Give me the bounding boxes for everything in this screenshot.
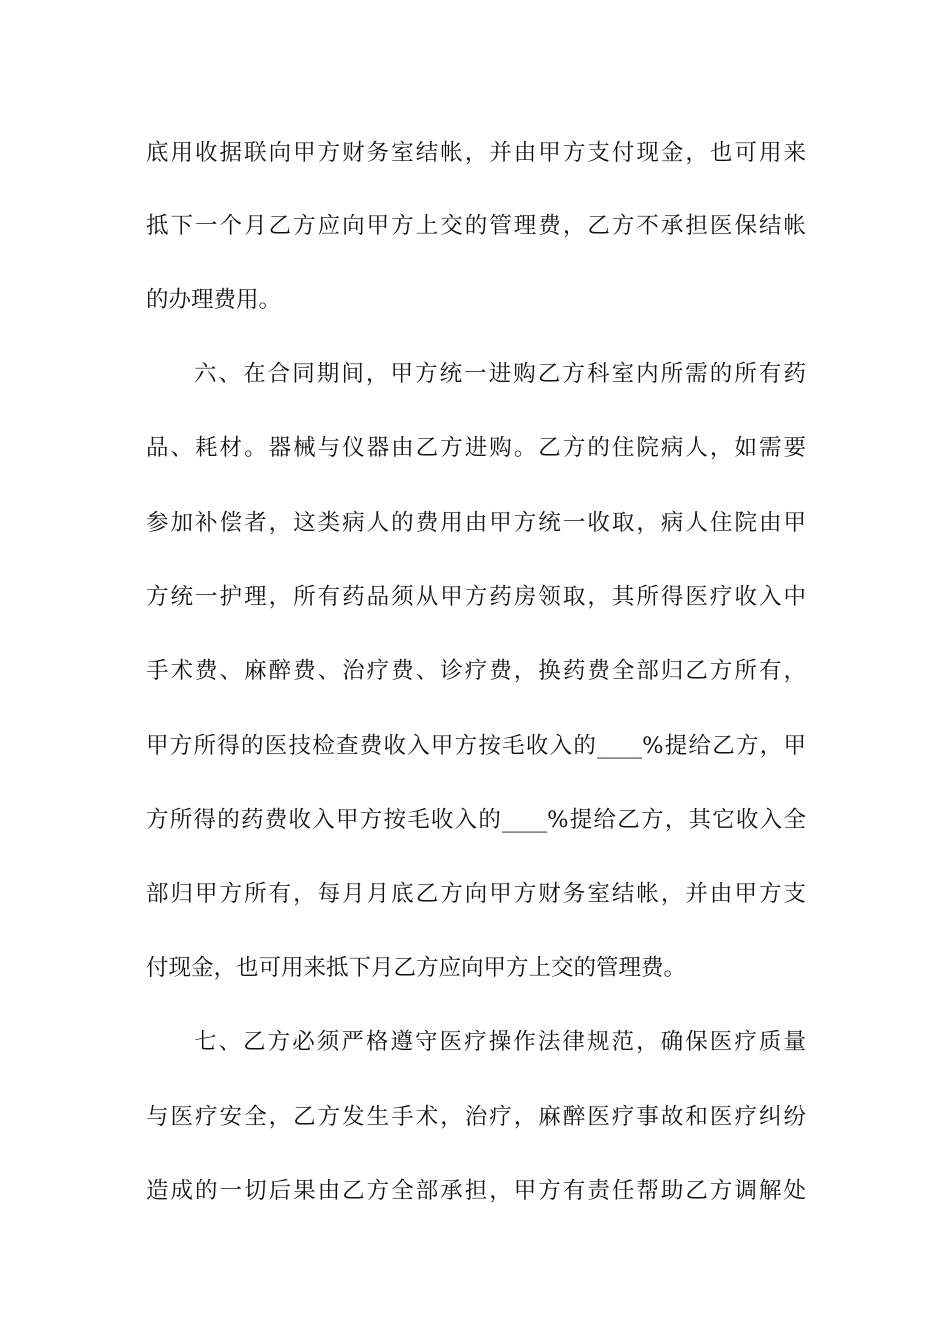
text-line: 方统一护理，所有药品须从甲方药房领取，其所得医疗收入中: [146, 584, 806, 610]
text-line: 付现金，也可用来抵下月乙方应向甲方上交的管理费。: [146, 955, 687, 981]
text-line: 底用收据联向甲方财务室结帐，并由甲方支付现金，也可用来: [146, 140, 806, 166]
text-line: 方所得的药费收入甲方按毛收入的____%提给乙方，其它收入全: [146, 807, 806, 833]
text-line: 的办理费用。: [146, 287, 282, 313]
text-line: 抵下一个月乙方应向甲方上交的管理费，乙方不承担医保结帐: [146, 213, 806, 239]
text-line: 造成的一切后果由乙方全部承担，甲方有责任帮助乙方调解处: [146, 1178, 806, 1204]
text-line: 品、耗材。器械与仪器由乙方进购。乙方的住院病人，如需要: [146, 435, 806, 461]
text-line: 与医疗安全，乙方发生手术，治疗，麻醉医疗事故和医疗纠纷: [146, 1104, 806, 1130]
text-line: 部归甲方所有，每月月底乙方向甲方财务室结帐，并由甲方支: [146, 881, 806, 907]
text-line: 手术费、麻醉费、治疗费、诊疗费，换药费全部归乙方所有，: [146, 658, 806, 684]
section-6-first-line: 六、在合同期间，甲方统一进购乙方科室内所需的所有药: [194, 361, 806, 387]
section-7-first-line: 七、乙方必须严格遵守医疗操作法律规范，确保医疗质量: [194, 1029, 806, 1055]
text-line: 参加补偿者，这类病人的费用由甲方统一收取，病人住院由甲: [146, 510, 806, 536]
text-line: 甲方所得的医技检查费收入甲方按毛收入的____%提给乙方，甲: [146, 733, 806, 759]
